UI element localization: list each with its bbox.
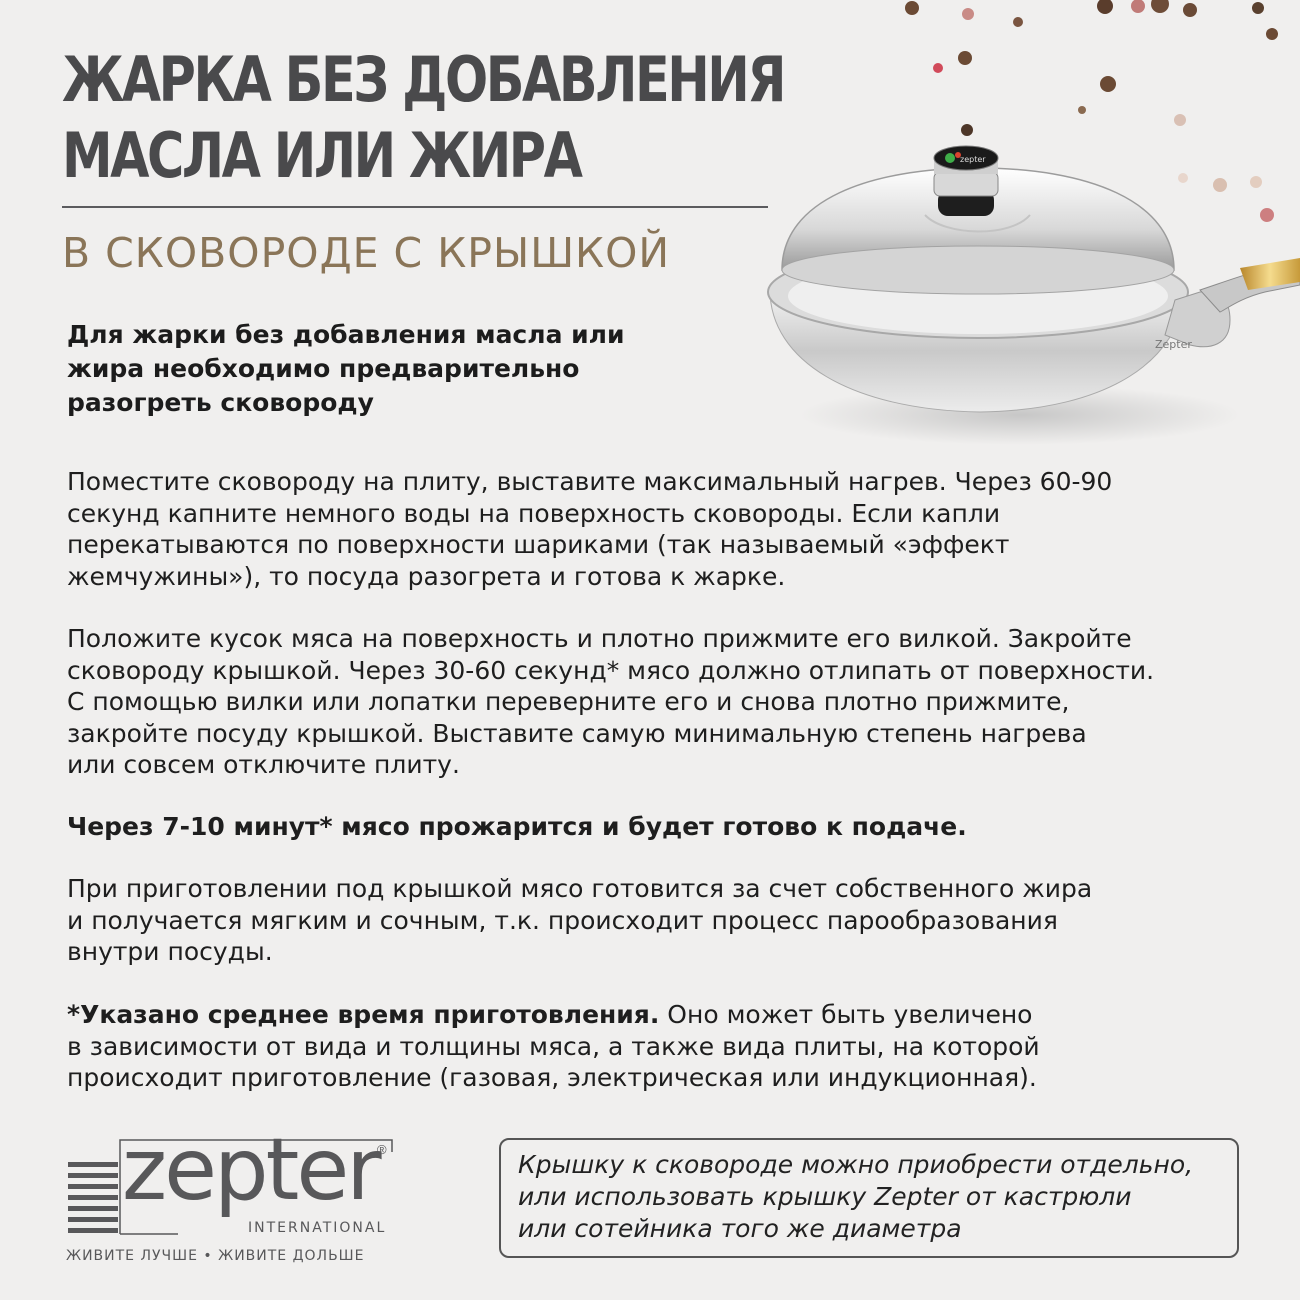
logo-international: INTERNATIONAL: [248, 1220, 387, 1236]
zepter-logo: [66, 1120, 406, 1270]
paragraph-footnote: [67, 999, 1040, 1094]
paragraph-lid-benefit: При приготовлении под крышкой мясо готовится за счет собственного жира и получается мягким и сочным, т.к. происходит процесс парообразования внутри посуды.: [67, 874, 1093, 966]
page-subtitle: В СКОВОРОДЕ С КРЫШКОЙ: [62, 229, 671, 277]
footnote-text: Оно может быть увеличено в зависимости от вида и толщины мяса, а также вида плиты, на которой происходит приготовление (газовая, электрическая или индукционная).: [67, 1000, 1040, 1092]
paragraph-cooking-steps: Положите кусок мяса на поверхность и плотно прижмите его вилкой. Закройте сковороду крышкой. Через 30-60 секунд* мясо должно отлипать от поверхности. С помощью вилки или лопатки переверните его и снова плотно прижмите, закройте посуду крышкой. Выставите самую минимальную степень нагрева или совсем отключите плиту.: [67, 624, 1155, 779]
logo-wordmark: zepter: [122, 1120, 379, 1220]
knob-label: zepter: [960, 155, 986, 164]
title-line-1: ЖАРКА БЕЗ ДОБАВЛЕНИЯ: [62, 43, 785, 116]
paragraph-preheat: Поместите сковороду на плиту, выставите максимальный нагрев. Через 60-90 секунд капните немного воды на поверхность сковороды. Если капли перекатываются по поверхности шариками (так называемый «эффект жемчужины»), то посуда разогрета и готова к жарке.: [67, 467, 1113, 591]
paragraph-ready-time: Через 7-10 минут* мясо прожарится и будет готово к подаче.: [67, 812, 967, 841]
brand-slogan: ЖИВИТЕ ЛУЧШЕ • ЖИВИТЕ ДОЛЬШЕ: [66, 1248, 365, 1264]
lid-purchase-note: Крышку к сковороде можно приобрести отдельно, или использовать крышку Zepter от кастрюли или сотейника того же диаметра: [499, 1138, 1239, 1258]
intro-lead: Для жарки без добавления масла или жира необходимо предварительно разогреть сковороду: [67, 320, 625, 417]
footnote-bold: *Указано среднее время приготовления.: [67, 1000, 660, 1029]
title-line-2: МАСЛА ИЛИ ЖИРА: [62, 119, 581, 192]
page-title: [62, 42, 784, 194]
registered-mark: ®: [377, 1142, 387, 1157]
handle-label: Zepter: [1155, 338, 1192, 351]
pan-with-lid-illustration: [760, 0, 1300, 470]
pan-lid: [782, 146, 1174, 294]
title-divider: [62, 206, 768, 208]
